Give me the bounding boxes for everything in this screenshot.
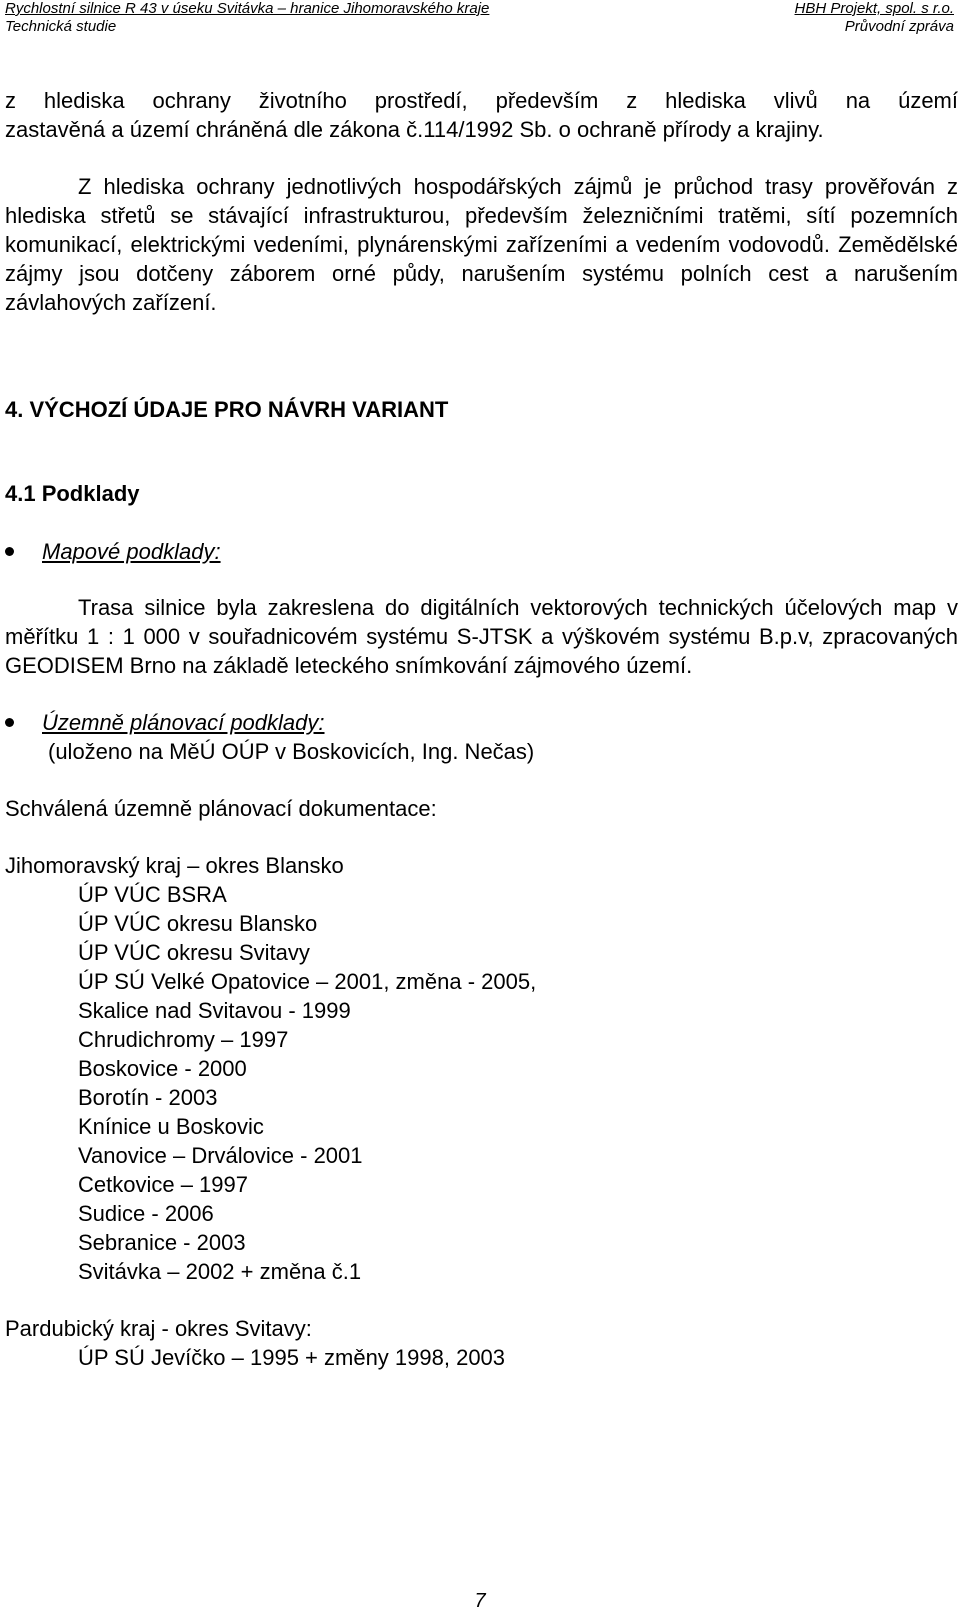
- list-item: Knínice u Boskovic: [78, 1114, 264, 1139]
- page-number: 7: [474, 1590, 486, 1612]
- bullet-map-sources: [5, 537, 958, 566]
- bullet-planning-sources: [5, 708, 958, 766]
- planning-sources-location: (uloženo na MěÚ OÚP v Boskovicích, Ing. Nečas): [48, 739, 535, 764]
- bullet-title-planning-sources: Územně plánovací podklady:: [42, 710, 325, 735]
- list-item: Sebranice - 2003: [78, 1230, 246, 1255]
- header-row-2: [5, 18, 954, 36]
- region-jihomoravsky: Jihomoravský kraj – okres Blansko: [5, 853, 344, 878]
- list-item: Vanovice – Drválovice - 2001: [78, 1143, 363, 1168]
- list-item: ÚP SÚ Velké Opatovice – 2001, změna - 2005,: [78, 969, 537, 994]
- list-item: Skalice nad Svitavou - 1999: [78, 998, 351, 1023]
- list-item: Borotín - 2003: [78, 1085, 218, 1110]
- list-item: Boskovice - 2000: [78, 1056, 247, 1081]
- list-item: Cetkovice – 1997: [78, 1172, 248, 1197]
- list-item: ÚP VÚC BSRA: [78, 882, 227, 907]
- subsection-heading: 4.1 Podklady: [5, 481, 140, 506]
- list-item: ÚP VÚC okresu Svitavy: [78, 940, 310, 965]
- list-item: Chrudichromy – 1997: [78, 1027, 289, 1052]
- bullet-title-map-sources: Mapové podklady:: [42, 539, 221, 564]
- header-company: HBH Projekt, spol. s r.o.: [794, 0, 954, 17]
- document-body: [5, 86, 958, 1372]
- paragraph-economic-interests: Z hlediska ochrany jednotlivých hospodářských zájmů je průchod trasy prověřován z hlediska střetů se stávající infrastrukturou, především železničními tratěmi, sítí pozemních komunikací, elektrickými vedeními, plynárenskými zařízeními a vedením vodovodů. Zemědělské zájmy jsou dotčeny záborem orné půdy, narušením systému polních cest a narušením závlahových zařízení.: [5, 174, 958, 315]
- region-pardubicky: Pardubický kraj - okres Svitavy:: [5, 1316, 312, 1341]
- paragraph-map-sources: Trasa silnice byla zakreslena do digitálních vektorových technických účelových map v měřítku 1 : 1 000 v souřadnicovém systému S-JTSK a výškovém systému B.p.v, zpracovaných GEODISEM Brno na základě leteckého snímkování zájmového území.: [5, 595, 958, 678]
- approved-docs-heading: Schválená územně plánovací dokumentace:: [5, 796, 437, 821]
- list-item: ÚP SÚ Jevíčko – 1995 + změny 1998, 2003: [78, 1345, 506, 1370]
- list-item: Sudice - 2006: [78, 1201, 214, 1226]
- header-document-type: Technická studie: [5, 18, 117, 35]
- header-project-title: Rychlostní silnice R 43 v úseku Svitávka – hranice Jihomoravského kraje: [5, 0, 490, 17]
- region-pardubicky-list: [5, 1343, 958, 1372]
- region-jihomoravsky-list: [5, 880, 958, 1286]
- section-heading: 4. VÝCHOZÍ ÚDAJE PRO NÁVRH VARIANT: [5, 397, 449, 422]
- header-report-type: Průvodní zpráva: [844, 18, 954, 35]
- bullet-icon: [5, 718, 14, 727]
- paragraph-continued-line-1: z hlediska ochrany životního prostředí, především z hlediska vlivů na území: [5, 88, 958, 113]
- bullet-icon: [5, 547, 14, 556]
- paragraph-continued-line-2: zastavěná a území chráněná dle zákona č.114/1992 Sb. o ochraně přírody a krajiny.: [5, 117, 824, 142]
- page-header: [5, 0, 954, 36]
- list-item: Svitávka – 2002 + změna č.1: [78, 1259, 362, 1284]
- list-item: ÚP VÚC okresu Blansko: [78, 911, 318, 936]
- header-row-1: [5, 0, 954, 18]
